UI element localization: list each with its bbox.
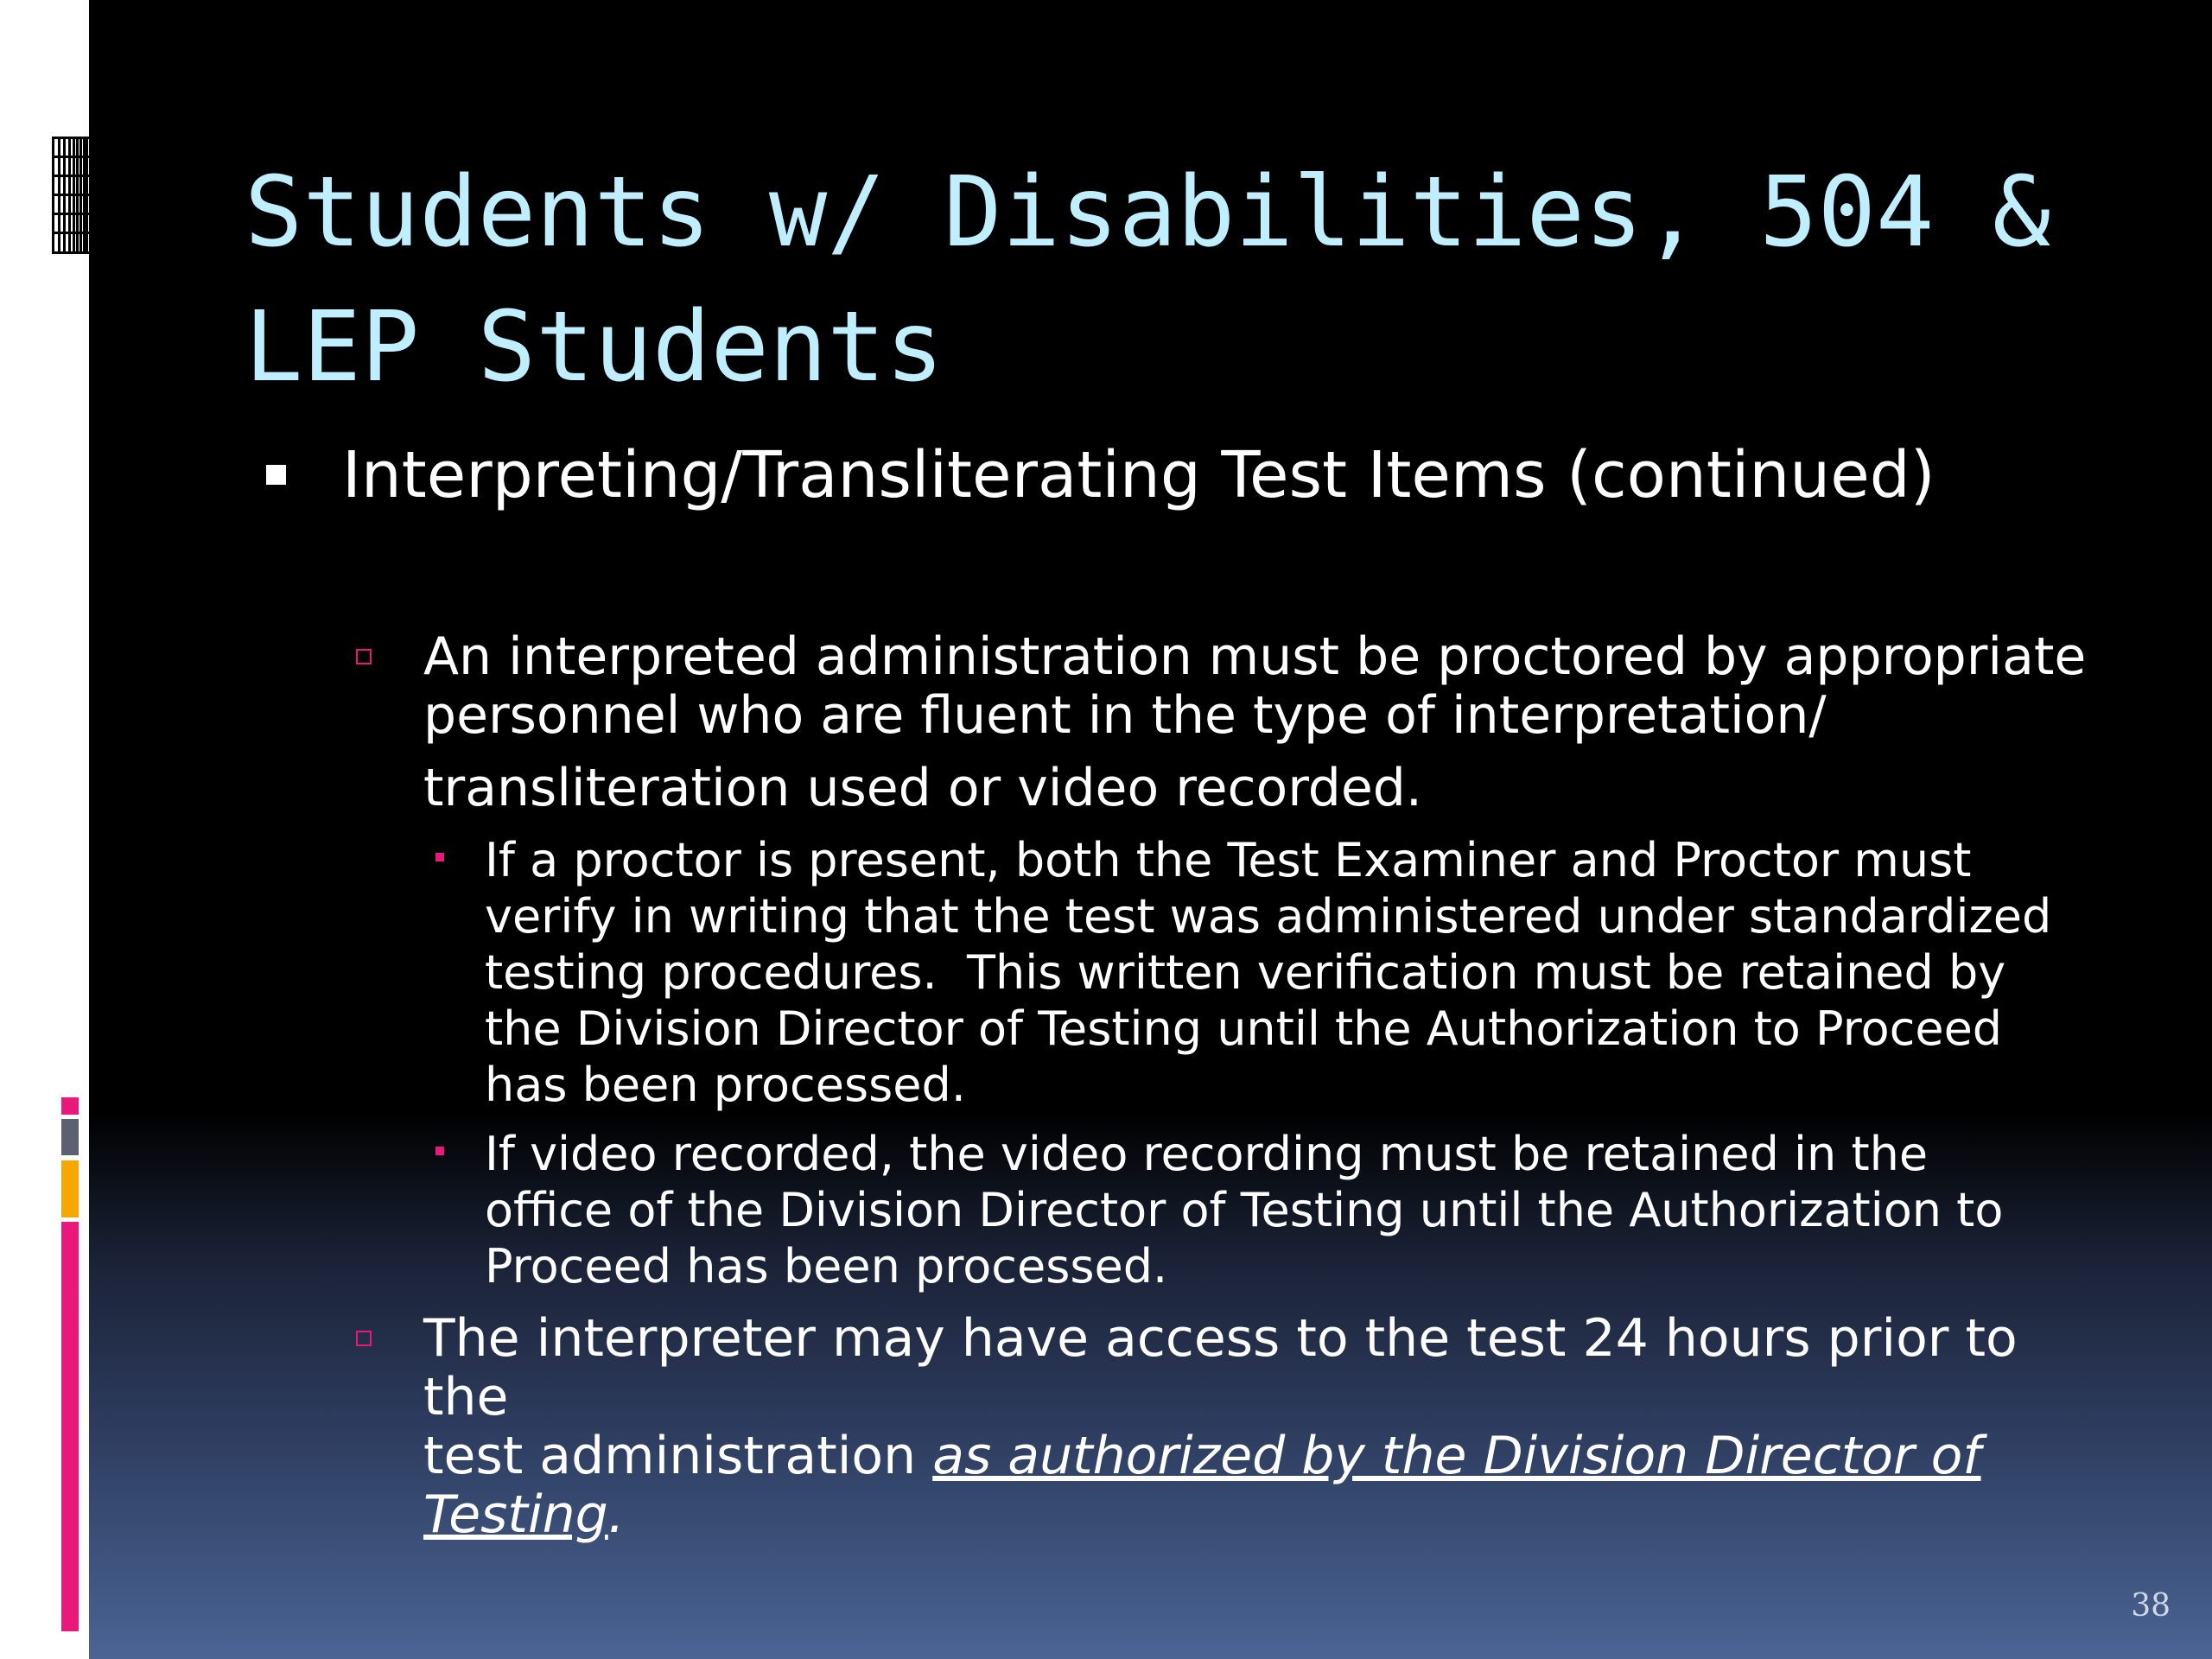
text-line: If video recorded, the video recording must be retained in the: [485, 1127, 1929, 1181]
text-line: has been processed.: [485, 1058, 966, 1112]
text-span: .: [607, 1484, 625, 1545]
text-line: If a proctor is present, both the Test Examiner and Proctor must: [485, 833, 1972, 887]
bullet-level2-interpreter-access: [423, 1309, 2108, 1544]
bullet-level1: Interpreting/Transliterating Test Items (continued): [342, 438, 1936, 512]
text-line: [423, 1427, 2108, 1485]
text-line: The interpreter may have access to the test 24 hours prior to the: [423, 1308, 2018, 1427]
pink-square-bullet-icon: [435, 1147, 444, 1155]
text-line: [423, 1485, 2108, 1544]
square-bullet-icon: [266, 465, 286, 485]
bullet-level3-proctor-present: [485, 832, 2109, 1113]
text-line: An interpreted administration must be proctored by appropriate: [423, 626, 2087, 687]
title-line-2: LEP Students: [245, 291, 944, 404]
page-number: 38: [2131, 1588, 2171, 1624]
emphasized-text: Testing: [423, 1484, 608, 1545]
text-line: transliteration used or video recorded.: [423, 758, 1422, 818]
bullet-level3-video-recorded: [485, 1126, 2109, 1294]
text-span: test administration: [423, 1426, 933, 1486]
pink-square-bullet-icon: [435, 853, 444, 861]
emphasized-text: as authorized by the Division Director of: [932, 1426, 1981, 1486]
text-line: the Division Director of Testing until the Authorization to Proceed: [485, 1001, 2003, 1056]
text-line: personnel who are fluent in the type of interpretation/: [423, 685, 1827, 746]
bullet-level2-proctored: [423, 627, 2108, 817]
hollow-square-bullet-icon: [356, 1331, 372, 1346]
text-line: testing procedures. This written verification must be retained by: [485, 945, 2006, 1000]
text-line: Proceed has been processed.: [485, 1239, 1168, 1294]
text-line: verify in writing that the test was administered under standardized: [485, 889, 2052, 944]
text-line: office of the Division Director of Testing until the Authorization to: [485, 1183, 2004, 1237]
title-line-1: Students w/ Disabilities, 504 &: [245, 156, 2051, 269]
hollow-square-bullet-icon: [356, 649, 372, 664]
